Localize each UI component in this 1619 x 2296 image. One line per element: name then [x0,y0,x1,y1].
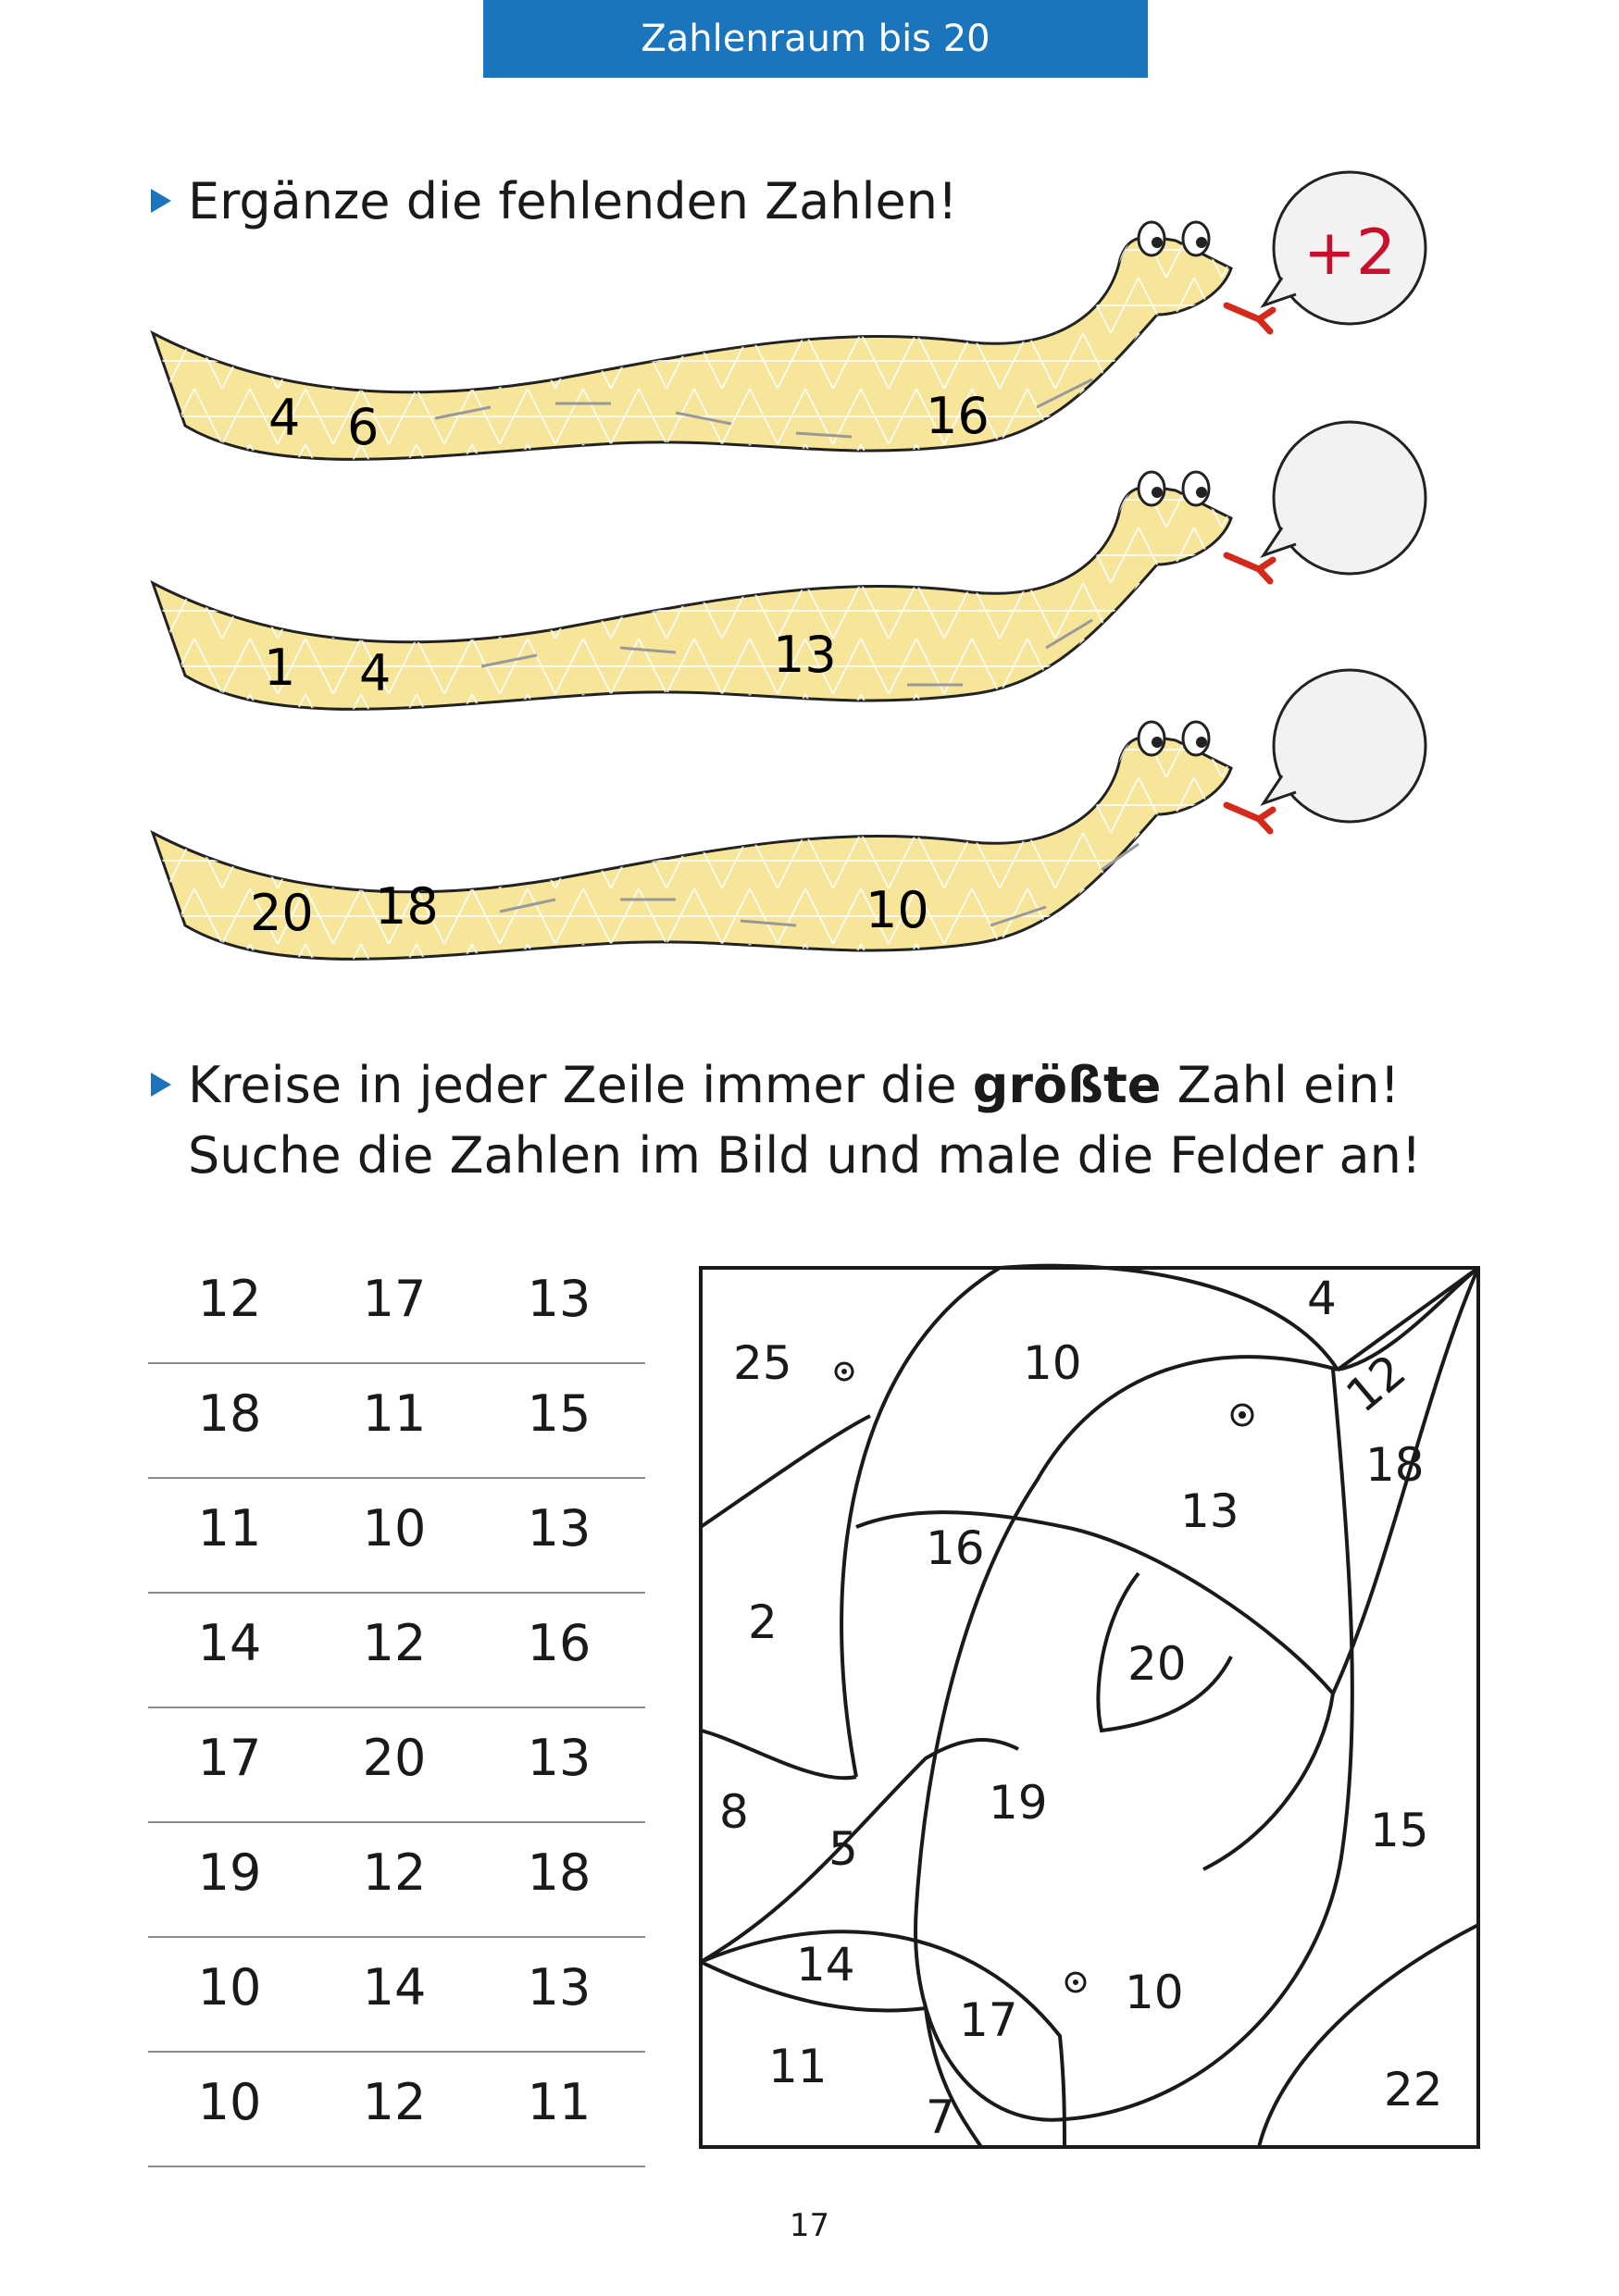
table-cell[interactable]: 12 [362,1614,427,1672]
table-row [148,2053,645,2167]
picture-number: 16 [926,1521,985,1575]
task2-line1-bold: größte [972,1056,1162,1114]
picture-number: 17 [959,1993,1018,2047]
table-row [148,1938,645,2053]
task2-line1-end: Zahl ein! [1161,1056,1401,1114]
table-cell[interactable]: 10 [197,2073,262,2131]
picture-number: 10 [1023,1336,1082,1390]
picture-number: 18 [1365,1438,1425,1492]
table-cell[interactable]: 12 [362,1843,427,1902]
table-cell[interactable]: 18 [527,1843,592,1902]
page-number: 17 [789,2207,830,2244]
table-cell[interactable]: 11 [197,1499,262,1558]
snakes-illustration [0,0,1619,1018]
picture-number: 22 [1384,2063,1443,2116]
table-cell[interactable]: 12 [197,1270,262,1328]
table-row [148,1823,645,1938]
table-cell[interactable]: 17 [362,1270,427,1328]
snake-2-number: 4 [359,644,392,702]
speech-bubble-2 [1264,422,1426,574]
table-row [148,1364,645,1479]
header-title: Zahlenraum bis 20 [641,18,990,60]
snake-1 [153,222,1273,459]
table-cell[interactable]: 11 [527,2073,592,2131]
picture-number: 5 [828,1822,858,1876]
table-cell[interactable]: 14 [362,1958,427,2017]
picture-number: 13 [1180,1484,1239,1538]
snake-2-number: 1 [264,639,296,697]
table-row [148,1708,645,1823]
picture-number: 15 [1370,1804,1429,1857]
picture-number: 19 [989,1776,1048,1830]
picture-number: 11 [768,2040,828,2093]
table-cell[interactable]: 10 [362,1499,427,1558]
snake-1-number: 6 [347,398,380,456]
snake-3-number: 20 [250,884,314,942]
table-cell[interactable]: 13 [527,1270,592,1328]
picture-number: 2 [748,1595,778,1649]
task2-line1-start: Kreise in jeder Zeile immer die [188,1056,973,1114]
table-cell[interactable]: 19 [197,1843,262,1902]
picture-number: 12 [1336,1344,1416,1423]
snake-3-number: 10 [866,881,929,939]
table-cell[interactable]: 11 [362,1384,427,1443]
snake-3 [153,722,1273,959]
table-cell[interactable]: 15 [527,1384,592,1443]
table-cell[interactable]: 17 [197,1729,262,1787]
picture-number: 7 [926,2091,955,2144]
snake-3-number: 18 [375,877,439,936]
speech-bubble-3 [1264,670,1426,822]
picture-number: 20 [1127,1637,1187,1691]
table-cell[interactable]: 10 [197,1958,262,2017]
snake-2-number: 13 [773,626,837,684]
table-row [148,1479,645,1594]
table-cell[interactable]: 13 [527,1958,592,2017]
snake-1-number: 4 [268,389,301,447]
picture-number: 4 [1307,1272,1337,1325]
table-cell[interactable]: 14 [197,1614,262,1672]
task2-line2: Suche die Zahlen im Bild und male die Felder an! [188,1126,1422,1185]
table-cell[interactable]: 16 [527,1614,592,1672]
picture-number: 14 [796,1938,855,1992]
picture-number: 10 [1125,1966,1184,2019]
task1-text: Ergänze die fehlenden Zahlen! [188,172,958,230]
picture-frame [701,1268,1478,2147]
snake-1-number: 16 [926,387,990,445]
number-table [148,1249,645,2167]
picture-number: 8 [719,1785,749,1839]
table-cell[interactable]: 18 [197,1384,262,1443]
bubble-label: +2 [1302,217,1397,290]
table-row [148,1594,645,1708]
snake-2 [153,472,1273,709]
arrow-icon [151,1073,171,1097]
table-row [148,1249,645,1364]
table-cell[interactable]: 13 [527,1499,592,1558]
task2-instruction [151,1050,1421,1191]
table-cell[interactable]: 20 [362,1729,427,1787]
table-cell[interactable]: 12 [362,2073,427,2131]
picture-number: 25 [733,1336,792,1390]
table-cell[interactable]: 13 [527,1729,592,1787]
